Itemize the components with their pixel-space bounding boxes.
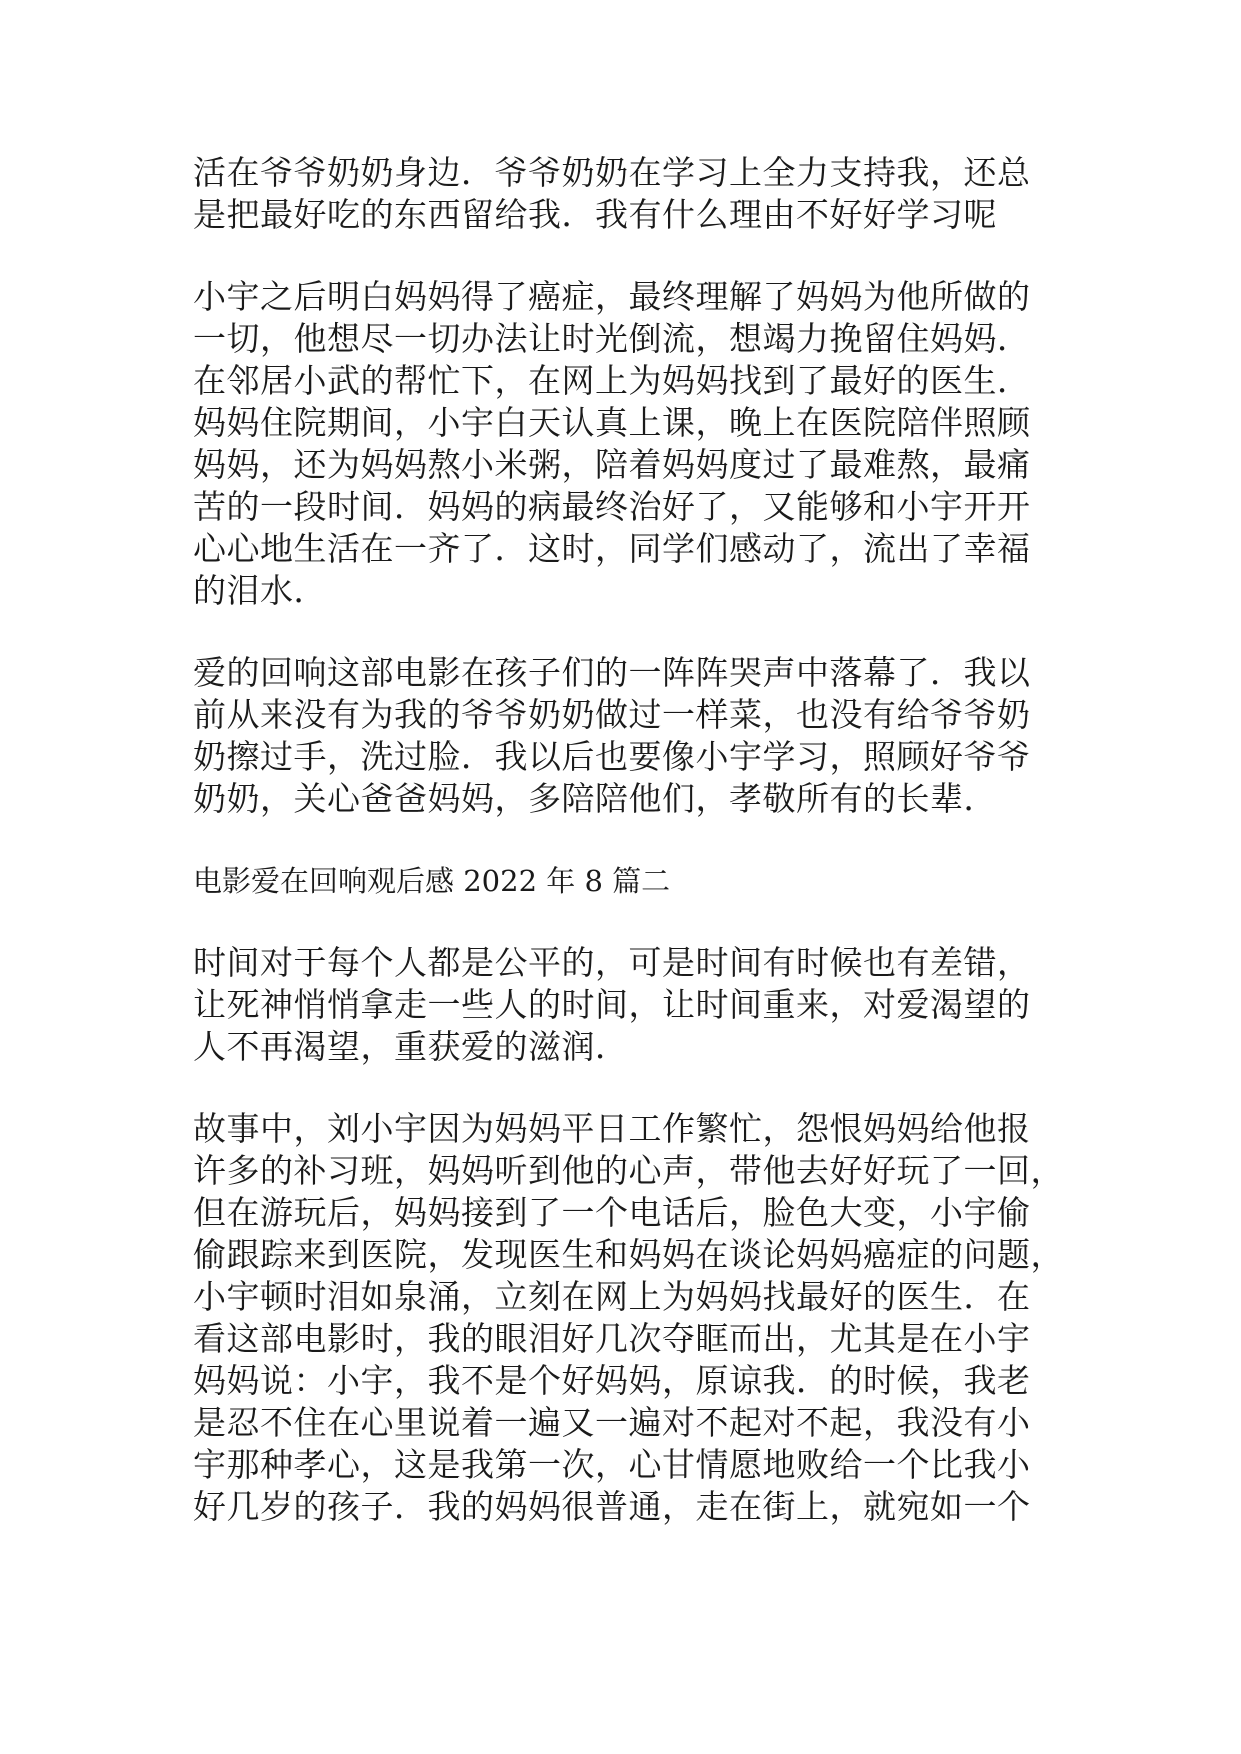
- paragraph-line: 故事中，刘小宇因为妈妈平日工作繁忙，怨恨妈妈给他报: [193, 1109, 1031, 1148]
- paragraph-line: 是忍不住在心里说着一遍又一遍对不起对不起，我没有小: [193, 1403, 1031, 1442]
- paragraph-line: 一切，他想尽一切办法让时光倒流，想竭力挽留住妈妈．: [193, 319, 1031, 358]
- heading-text: 电影爱在回响观后感 2022 年 8 篇二: [193, 864, 671, 898]
- paragraph-line: 看这部电影时，我的眼泪好几次夺眶而出，尤其是在小宇: [193, 1319, 1031, 1358]
- paragraph-line: 许多的补习班，妈妈听到他的心声，带他去好好玩了一回，: [193, 1151, 1064, 1190]
- paragraph-line: 活在爷爷奶奶身边．爷爷奶奶在学习上全力支持我，还总: [193, 153, 1031, 192]
- paragraph-line: 心心地生活在一齐了．这时，同学们感动了，流出了幸福: [193, 529, 1031, 568]
- paragraph-line: 但在游玩后，妈妈接到了一个电话后，脸色大变，小宇偷: [193, 1193, 1031, 1232]
- paragraph-line: 奶奶，关心爸爸妈妈，多陪陪他们，孝敬所有的长辈．: [193, 779, 997, 818]
- paragraph-line: 妈妈住院期间，小宇白天认真上课，晚上在医院陪伴照顾: [193, 403, 1031, 442]
- document-body: [193, 152, 1064, 1568]
- paragraph: [193, 1108, 1064, 1528]
- paragraph-line: 前从来没有为我的爷爷奶奶做过一样菜，也没有给爷爷奶: [193, 695, 1031, 734]
- paragraph-line: 妈妈说：小宇，我不是个好妈妈，原谅我．的时候，我老: [193, 1361, 1031, 1400]
- paragraph-line: 时间对于每个人都是公平的，可是时间有时候也有差错，: [193, 943, 1031, 982]
- paragraph-line: 小宇之后明白妈妈得了癌症，最终理解了妈妈为他所做的: [193, 277, 1031, 316]
- paragraph-line: 妈妈，还为妈妈熬小米粥，陪着妈妈度过了最难熬，最痛: [193, 445, 1031, 484]
- paragraph-line: 让死神悄悄拿走一些人的时间，让时间重来，对爱渴望的: [193, 985, 1031, 1024]
- paragraph-line: 苦的一段时间．妈妈的病最终治好了，又能够和小宇开开: [193, 487, 1031, 526]
- paragraph-line: 奶擦过手，洗过脸．我以后也要像小宇学习，照顾好爷爷: [193, 737, 1031, 776]
- paragraph-line: 好几岁的孩子．我的妈妈很普通，走在街上，就宛如一个: [193, 1487, 1031, 1526]
- paragraph-line: 人不再渴望，重获爱的滋润．: [193, 1027, 629, 1066]
- paragraph-line: 偷跟踪来到医院，发现医生和妈妈在谈论妈妈癌症的问题，: [193, 1235, 1064, 1274]
- paragraph: [193, 276, 1043, 612]
- paragraph-line: 是把最好吃的东西留给我．我有什么理由不好好学习呢: [193, 195, 997, 234]
- paragraph-line: 宇那种孝心，这是我第一次，心甘情愿地败给一个比我小: [193, 1445, 1031, 1484]
- paragraph-line: 爱的回响这部电影在孩子们的一阵阵哭声中落幕了．我以: [193, 653, 1031, 692]
- paragraph-line: 小宇顿时泪如泉涌，立刻在网上为妈妈找最好的医生．在: [193, 1277, 1031, 1316]
- paragraph-line: 在邻居小武的帮忙下，在网上为妈妈找到了最好的医生．: [193, 361, 1031, 400]
- paragraph: [193, 942, 1043, 1068]
- paragraph: [193, 652, 1043, 820]
- section-heading: [193, 860, 1043, 902]
- paragraph-line: 的泪水．: [193, 571, 327, 610]
- paragraph: [193, 152, 1043, 236]
